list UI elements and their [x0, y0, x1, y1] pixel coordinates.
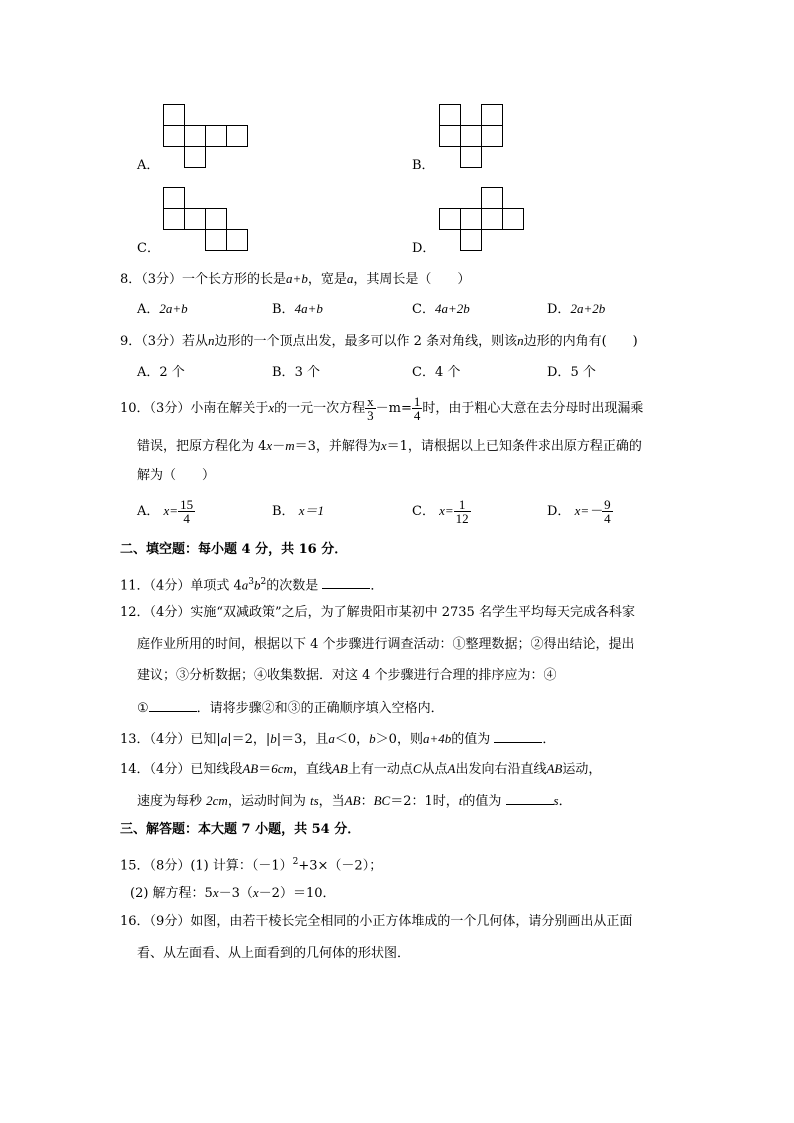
- answer-blank[interactable]: [149, 699, 197, 712]
- q8-stem: 8．（3分）一个长方形的长是a+b，宽是a，其周长是（ ）: [120, 271, 471, 287]
- option-a-label: A．: [137, 158, 160, 173]
- option-c-label: C．: [137, 241, 160, 256]
- answer-blank[interactable]: [506, 792, 554, 805]
- q14-line-1: 14．（4分）已知线段AB＝6cm，直线AB上有一动点C从点A出发向右沿直线AB运动，: [120, 761, 602, 777]
- q9-option-c[interactable]: C．4 个: [412, 365, 461, 380]
- q10-option-b[interactable]: B． x＝1: [272, 503, 324, 519]
- q9-option-a[interactable]: A．2 个: [137, 365, 185, 380]
- q14-line-2: 速度为每秒 2cm，运动时间为 ts，当AB：BC＝2：1时，t的值为 s．: [137, 793, 572, 809]
- q10-option-d[interactable]: D． x=－ $\frac{9}{4}$: [547, 497, 611, 526]
- q15-line-1: 15．（8分）(1) 计算：$(-1)^2+3\times(-2)$；: [120, 857, 383, 874]
- q15-line-2: (2) 解方程：5x－3（x－2）＝10．: [130, 885, 336, 901]
- option-b-label: B．: [412, 158, 435, 173]
- q10-line-1: 10．（3分）小南在解关于x的一元一次方程 $\frac{x}{3}$ －m= $\frac{1}{4}$ 时，由于粗心大意在去分母时出现漏乘: [120, 394, 644, 423]
- q10-line-3: 解为（ ）: [137, 468, 216, 483]
- q9-option-b[interactable]: B．3 个: [272, 365, 320, 380]
- q9-stem: 9．（3分）若从n边形的一个顶点出发，最多可以作 2 条对角线，则该n边形的内角有( ): [120, 333, 638, 349]
- q8-option-a[interactable]: A．2a+b: [137, 301, 188, 317]
- section-2-heading: 二、填空题：每小题 4 分，共 16 分．: [120, 542, 348, 557]
- q16-line-1: 16．（9分）如图，由若干棱长完全相同的小正方体堆成的一个几何体，请分别画出从正面: [120, 914, 633, 929]
- net-option-a: [163, 104, 251, 168]
- q10-line-2: 错误，把原方程化为 4x－m＝3，并解得为x＝1，请根据以上已知条件求出原方程正确的: [137, 438, 642, 454]
- section-3-heading: 三、解答题：本大题 7 小题，共 54 分．: [120, 822, 361, 837]
- q11: 11．（4分）单项式 $4a^3b^2$的次数是 ．: [120, 577, 384, 594]
- answer-blank[interactable]: [322, 576, 370, 589]
- fraction-x-over-3: $\frac{x}{3}$: [367, 394, 374, 423]
- option-d-label: D．: [412, 241, 436, 256]
- q8-option-c[interactable]: C．4a+2b: [412, 301, 470, 317]
- answer-blank[interactable]: [494, 730, 542, 743]
- q10-option-c[interactable]: C． x= $\frac{1}{12}$: [412, 497, 469, 526]
- net-option-d: [439, 187, 527, 251]
- q13: 13．（4分）已知|a|＝2，|b|＝3，且a＜0，b＞0，则a+4b的值为 ．: [120, 731, 556, 747]
- net-option-b: [439, 104, 505, 170]
- q12-line-1: 12．（4分）实施“双减政策”之后，为了解贵阳市某初中 2735 名学生平均每天完成各科家: [120, 605, 635, 620]
- net-option-c: [163, 187, 251, 251]
- q12-line-2: 庭作业所用的时间，根据以下 4 个步骤进行调查活动：①整理数据；②得出结论，提出: [137, 637, 635, 652]
- q10-option-a[interactable]: A． x= $\frac{15}{4}$: [137, 497, 194, 526]
- q12-line-4: ① ．请将步骤②和③的正确顺序填入空格内．: [137, 701, 444, 716]
- q9-option-d[interactable]: D．5 个: [547, 365, 596, 380]
- fraction-1-over-4: $\frac{1}{4}$: [413, 394, 421, 423]
- q8-option-b[interactable]: B．4a+b: [272, 301, 323, 317]
- q8-option-d[interactable]: D．2a+2b: [547, 301, 606, 317]
- q12-line-3: 建议；③分析数据；④收集数据．对这 4 个步骤进行合理的排序应为：④: [137, 668, 557, 683]
- q16-line-2: 看、从左面看、从上面看到的几何体的形状图．: [137, 946, 411, 961]
